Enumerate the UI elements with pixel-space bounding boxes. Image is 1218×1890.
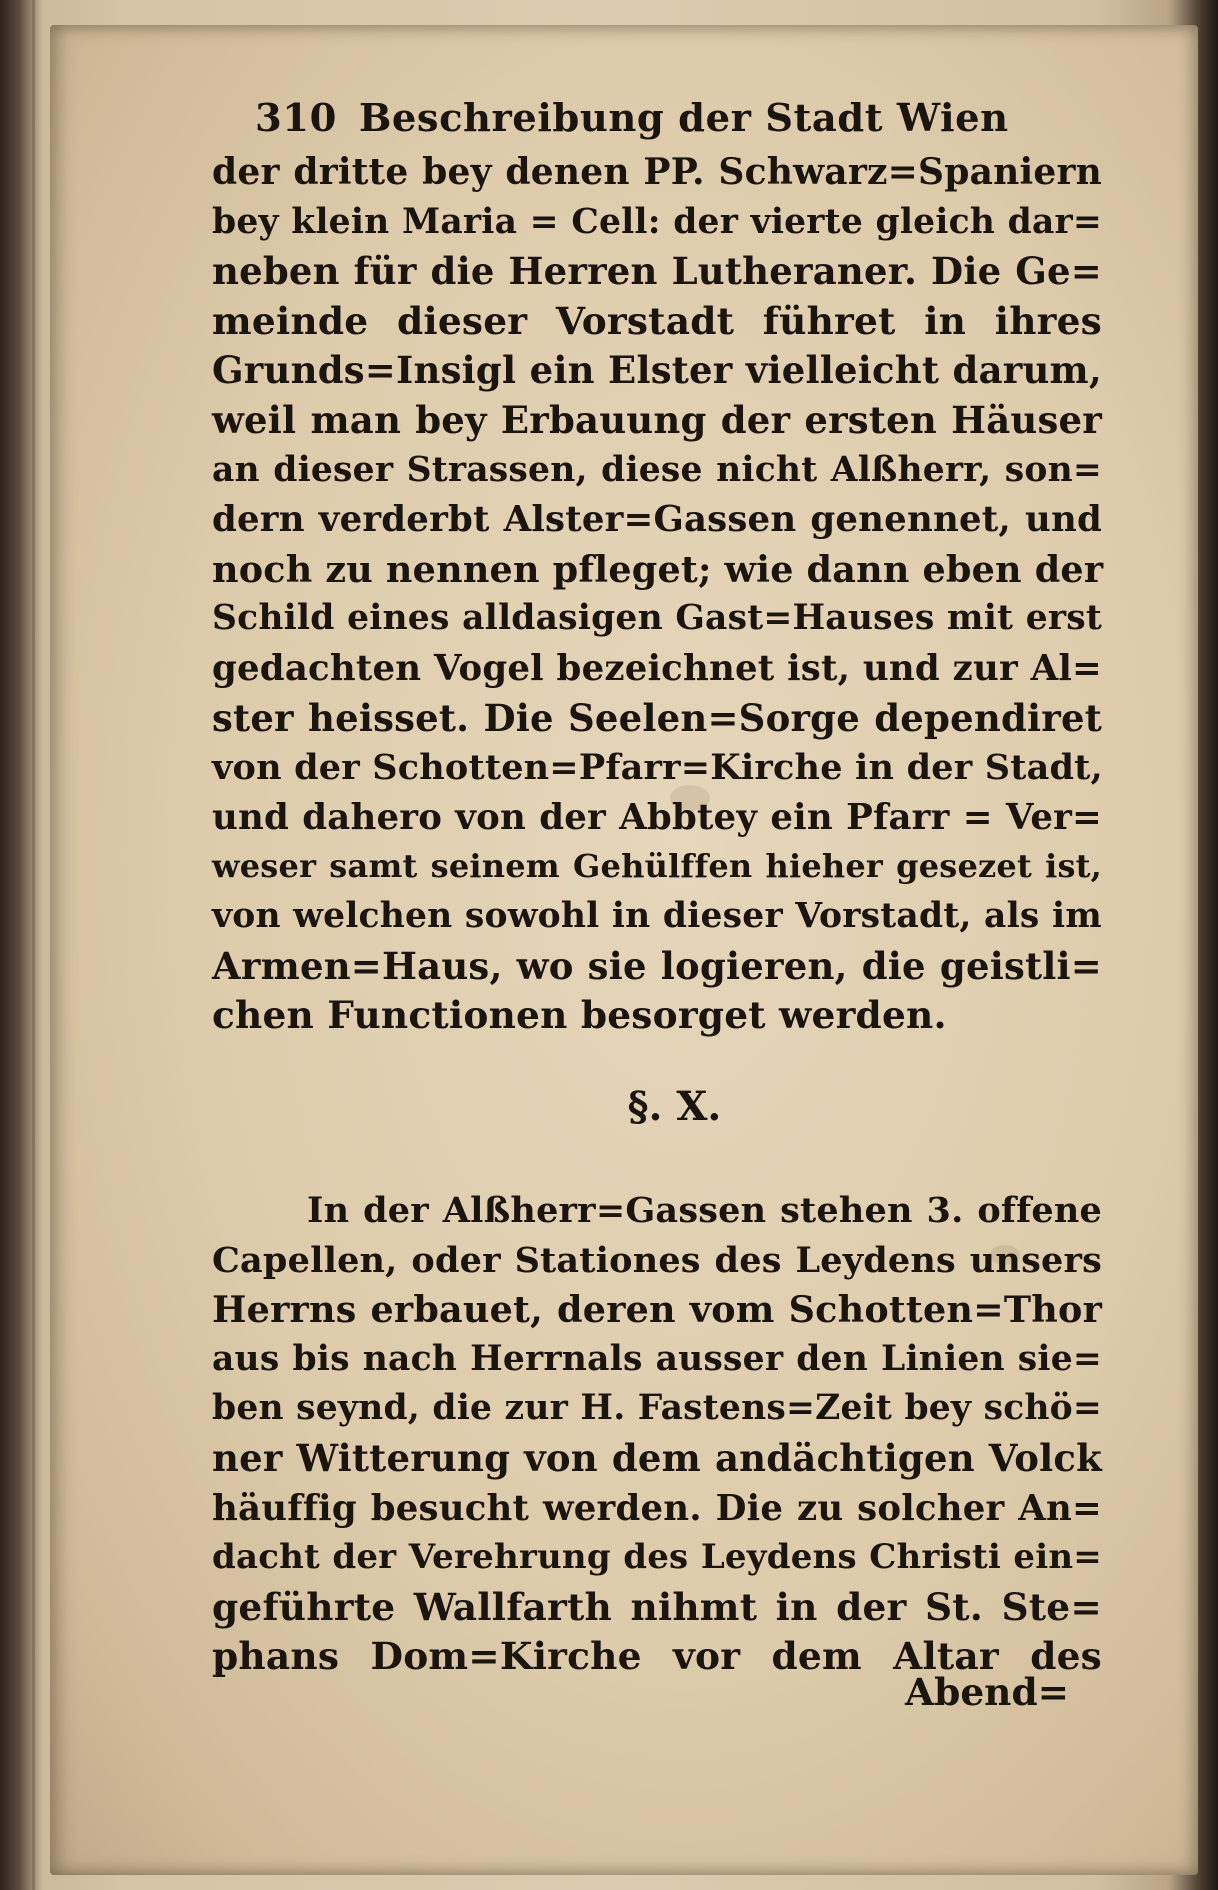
paragraph-2: [212, 1186, 1102, 1682]
page-edge-left-inner: [32, 0, 35, 1890]
text-line: von der Schotten=Pfarr=Kirche in der Stadt,: [212, 747, 1103, 789]
text-line: und dahero von der Abbtey ein Pfarr = Ver=: [212, 796, 1102, 838]
text-line: Armen=Haus, wo sie logieren, die geistli=: [212, 943, 1102, 988]
text-line: aus bis nach Herrnals ausser den Linien sie=: [212, 1338, 1102, 1379]
text-line: chen Functionen besorget werden.: [212, 993, 947, 1038]
section-heading: §. X.: [627, 1083, 722, 1130]
text-line: Herrns erbauet, deren vom Schotten=Thor: [212, 1288, 1102, 1332]
text-line: der dritte bey denen PP. Schwarz=Spaniern: [212, 151, 1102, 193]
text-line: noch zu nennen pfleget; wie dann eben der: [212, 547, 1104, 591]
text-line: phans Dom=Kirche vor dem Altar des: [212, 1634, 1102, 1679]
text-line: dern verderbt Alster=Gassen genennet, und: [212, 499, 1102, 541]
text-line: gedachten Vogel bezeichnet ist, und zur Al=: [212, 647, 1102, 689]
text-line: dacht der Verehrung des Leydens Christi ein=: [212, 1537, 1102, 1578]
page-number: 310: [255, 96, 337, 141]
text-line: weil man bey Erbauung der ersten Häuser: [212, 397, 1102, 442]
running-head: [255, 96, 1015, 141]
text-line: Capellen, oder Stationes des Leydens unsers: [212, 1239, 1102, 1281]
catchword: Abend=: [905, 1670, 1070, 1714]
text-line: In der Alßherr=Gassen stehen 3. offene: [307, 1190, 1102, 1231]
text-line: ben seynd, die zur H. Fastens=Zeit bey schö=: [212, 1388, 1102, 1429]
text-line: ster heisset. Die Seelen=Sorge dependiret: [212, 695, 1102, 740]
page-edge-left: [18, 0, 21, 1890]
text-line: neben für die Herren Lutheraner. Die Ge=: [212, 249, 1102, 294]
text-line: ner Witterung von dem andächtigen Volck: [212, 1435, 1102, 1480]
text-line: weser samt seinem Gehülffen hieher gesezet ist,: [212, 847, 1102, 886]
text-line: Grunds=Insigl ein Elster vielleicht darum,: [212, 348, 1102, 393]
text-line: meinde dieser Vorstadt führet in ihres: [212, 298, 1102, 343]
text-line: an dieser Strassen, diese nicht Alßherr, son=: [212, 449, 1102, 490]
running-title: Beschreibung der Stadt Wien: [358, 96, 1009, 141]
text-line: geführte Wallfarth nihmt in der St. Ste=: [212, 1584, 1102, 1629]
text-line: Schild eines alldasigen Gast=Hauses mit erst: [212, 598, 1102, 639]
text-line: bey klein Maria = Cell: der vierte gleich dar=: [212, 201, 1102, 242]
paragraph-1: [212, 148, 1102, 1041]
text-line: von welchen sowohl in dieser Vorstadt, als im: [212, 895, 1102, 936]
text-line: häuffig besucht werden. Die zu solcher An=: [212, 1487, 1102, 1529]
